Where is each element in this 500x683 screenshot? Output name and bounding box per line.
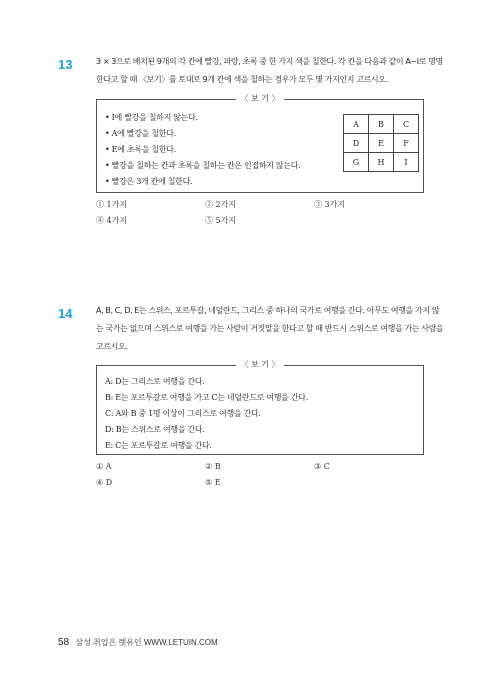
question-13-number: 13 bbox=[58, 57, 73, 72]
statements-box-title-text: 보 기 bbox=[251, 360, 269, 369]
question-13-conditions-box bbox=[96, 94, 424, 193]
grid-cell: G bbox=[344, 153, 369, 172]
statement-line: E: C는 포르투갈로 여행을 간다. bbox=[105, 441, 212, 450]
answer-option-2[interactable]: ② 2가지 bbox=[205, 200, 237, 209]
answer-option-5[interactable]: ⑤ 5가지 bbox=[205, 216, 237, 225]
answer-option-4[interactable]: ④ D bbox=[96, 478, 113, 487]
grid-cell: I bbox=[394, 153, 419, 172]
grid-cell: A bbox=[344, 115, 369, 134]
answer-option-5[interactable]: ⑤ E bbox=[205, 478, 221, 487]
grid-row bbox=[344, 115, 419, 134]
condition-line: • A에 빨강을 칠한다. bbox=[105, 129, 176, 138]
cell-grid bbox=[343, 114, 419, 172]
grid-cell: D bbox=[344, 134, 369, 153]
condition-line: • E에 초록을 칠한다. bbox=[105, 145, 176, 154]
question-14-statements-box bbox=[96, 360, 424, 455]
grid-cell: E bbox=[369, 134, 394, 153]
statement-line: B: E는 포르투갈로 여행을 가고 C는 네덜란드로 여행을 간다. bbox=[105, 393, 308, 402]
grid-cell: C bbox=[394, 115, 419, 134]
condition-line: • 빨강은 3개 칸에 칠한다. bbox=[105, 177, 193, 186]
condition-line: • 빨강을 칠하는 칸과 초록을 칠하는 칸은 인접하지 않는다. bbox=[105, 161, 301, 170]
answer-option-1[interactable]: ① 1가지 bbox=[96, 200, 128, 209]
statement-line: C: A와 B 중 1명 이상이 그리스로 여행을 간다. bbox=[105, 409, 261, 418]
statement-line: D: B는 스위스로 여행을 간다. bbox=[105, 425, 205, 434]
conditions-box-title: 〈 보 기 〉 bbox=[97, 93, 423, 105]
grid-cell: H bbox=[369, 153, 394, 172]
question-14-number: 14 bbox=[58, 306, 73, 321]
grid-row bbox=[344, 153, 419, 172]
grid-cell: F bbox=[394, 134, 419, 153]
page-number: 58 bbox=[58, 637, 70, 648]
answer-option-4[interactable]: ④ 4가지 bbox=[96, 216, 128, 225]
answer-option-3[interactable]: ③ 3가지 bbox=[314, 200, 346, 209]
grid-cell: B bbox=[369, 115, 394, 134]
statement-line: A: D는 그리스로 여행을 간다. bbox=[105, 377, 205, 386]
conditions-box-title-text: 보 기 bbox=[251, 94, 269, 103]
answer-option-2[interactable]: ② B bbox=[205, 462, 221, 471]
statements-box-title: 〈 보 기 〉 bbox=[97, 359, 423, 371]
page-footer bbox=[58, 637, 218, 648]
answer-option-1[interactable]: ① A bbox=[96, 462, 112, 471]
answer-option-3[interactable]: ③ C bbox=[314, 462, 330, 471]
condition-line: • I에 빨강을 칠하지 않는다. bbox=[105, 113, 198, 122]
question-14-text: A, B, C, D, E는 스위스, 포르투갈, 네덜란드, 그리스 중 하나의 국가로 여행을 간다. 아무도 여행을 가지 않는 국가는 없으며 스위스로 여행을 가는 사람이 거짓말을 한다고 할 때 반드시 스위스로 여행을 가는 사람을 고르시오. bbox=[96, 306, 444, 351]
grid-row bbox=[344, 134, 419, 153]
question-13-text: 3 × 3으로 배치된 9개의 각 칸에 빨강, 파랑, 초록 중 한 가지 색을 칠한다. 각 칸을 다음과 같이 A~I로 명명한다고 할 때 〈보기〉를 토대로 9개 칸에 색을 칠하는 경우가 모두 몇 가지인지 고르시오. bbox=[96, 57, 443, 84]
footer-text: 삼성 취업은 렛유인 WWW.LETUIN.COM bbox=[75, 638, 218, 647]
